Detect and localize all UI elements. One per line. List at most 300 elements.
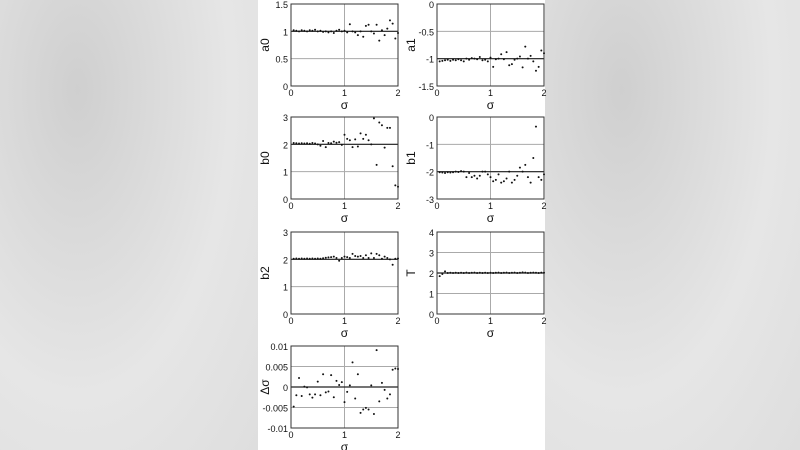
data-point [460, 59, 462, 61]
y-tick-label: 0 [282, 310, 288, 320]
data-point [384, 389, 386, 391]
data-point [386, 257, 388, 259]
data-point [362, 138, 364, 140]
data-point [506, 51, 508, 53]
data-point [495, 58, 497, 60]
data-point [309, 29, 311, 31]
data-point [381, 29, 383, 31]
data-point [449, 171, 451, 173]
data-point [333, 32, 335, 34]
data-point [441, 60, 443, 62]
y-tick-label: -0.005 [262, 403, 288, 414]
data-point [344, 401, 346, 403]
data-point [354, 255, 356, 257]
data-point [394, 37, 396, 39]
panel-b1 [404, 113, 547, 225]
data-point [479, 272, 481, 274]
data-point [397, 258, 399, 260]
data-point [384, 256, 386, 258]
data-point [524, 46, 526, 48]
data-point [498, 58, 500, 60]
data-point [330, 30, 332, 32]
y-tick-label: -0.5 [418, 27, 434, 38]
data-point [511, 182, 513, 184]
data-point [397, 368, 399, 370]
data-point [455, 59, 457, 61]
data-point [376, 24, 378, 26]
y-axis-label: b2 [258, 266, 272, 280]
y-tick-label: -3 [425, 195, 434, 205]
data-point [389, 127, 391, 129]
data-point [392, 23, 394, 25]
data-point [309, 143, 311, 145]
data-point [301, 395, 303, 397]
data-point [524, 164, 526, 166]
data-point [481, 171, 483, 173]
data-point [495, 272, 497, 274]
data-point [447, 272, 449, 274]
data-point [330, 374, 332, 376]
data-point [439, 60, 441, 62]
data-point [530, 55, 532, 57]
y-tick-label: 0 [282, 195, 288, 205]
data-point [540, 179, 542, 181]
data-point [444, 172, 446, 174]
data-point [368, 409, 370, 411]
data-point [386, 28, 388, 30]
y-tick-label: 3 [428, 248, 434, 259]
y-axis-label: Δσ [258, 379, 272, 395]
data-point [360, 255, 362, 257]
data-point [506, 272, 508, 274]
data-point [357, 146, 359, 148]
data-point [368, 24, 370, 26]
panel-a0 [258, 0, 401, 112]
x-tick-label: 1 [341, 430, 348, 440]
data-point [352, 30, 354, 32]
data-point [389, 19, 391, 21]
data-point [479, 56, 481, 58]
data-point [514, 272, 516, 274]
data-point [394, 258, 396, 260]
data-point [468, 172, 470, 174]
data-point [514, 59, 516, 61]
data-point [373, 117, 375, 119]
data-point [354, 397, 356, 399]
data-point [508, 171, 510, 173]
data-point [532, 157, 534, 159]
data-point [463, 272, 465, 274]
x-tick-label: 1 [487, 201, 494, 211]
y-tick-label: 0 [428, 113, 434, 123]
y-axis-label: T [404, 269, 418, 277]
data-point [543, 272, 545, 274]
y-tick-label: 1 [282, 282, 288, 293]
data-point [378, 40, 380, 42]
data-point [524, 272, 526, 274]
y-tick-label: 0 [282, 383, 288, 393]
data-point [344, 30, 346, 32]
data-point [519, 272, 521, 274]
data-point [439, 171, 441, 173]
data-point [543, 173, 545, 175]
data-point [303, 386, 305, 388]
data-point [360, 132, 362, 134]
data-point [306, 386, 308, 388]
data-point [540, 272, 542, 274]
data-point [527, 58, 529, 60]
data-point [373, 413, 375, 415]
data-point [484, 171, 486, 173]
data-point [384, 34, 386, 36]
data-point [455, 171, 457, 173]
data-point [444, 270, 446, 272]
data-point [314, 143, 316, 145]
x-tick-label: 0 [288, 201, 294, 211]
data-point [357, 34, 359, 36]
data-point [298, 143, 300, 145]
x-tick-label: 0 [434, 201, 440, 211]
data-point [384, 147, 386, 149]
data-point [301, 29, 303, 31]
data-point [389, 258, 391, 260]
y-tick-label: 0.01 [270, 342, 288, 352]
data-point [341, 257, 343, 259]
data-point [460, 272, 462, 274]
y-tick-label: 1 [282, 167, 288, 178]
x-axis-label: σ [486, 98, 495, 112]
data-point [293, 142, 295, 144]
data-point [319, 145, 321, 147]
panel-T [404, 228, 547, 340]
data-point [314, 29, 316, 31]
data-point [452, 171, 454, 173]
data-point [303, 30, 305, 32]
data-point [344, 134, 346, 136]
y-tick-label: -1 [425, 140, 434, 151]
data-point [341, 381, 343, 383]
data-point [500, 272, 502, 274]
data-point [476, 58, 478, 60]
data-point [322, 31, 324, 33]
x-axis-label: σ [340, 326, 349, 340]
data-point [516, 175, 518, 177]
data-point [365, 25, 367, 27]
data-point [397, 186, 399, 188]
y-tick-label: 4 [428, 228, 434, 238]
data-point [311, 142, 313, 144]
data-point [535, 70, 537, 72]
data-point [333, 256, 335, 258]
data-point [527, 176, 529, 178]
x-tick-label: 2 [395, 430, 401, 440]
y-tick-label: -1 [425, 54, 434, 65]
data-point [392, 165, 394, 167]
data-point [535, 272, 537, 274]
data-point [519, 55, 521, 57]
x-tick-label: 2 [541, 88, 547, 98]
data-point [392, 369, 394, 371]
data-point [352, 146, 354, 148]
data-point [530, 182, 532, 184]
data-point [476, 272, 478, 274]
data-point [449, 272, 451, 274]
data-point [293, 406, 295, 408]
x-tick-label: 1 [341, 201, 348, 211]
data-point [397, 32, 399, 34]
data-point [301, 258, 303, 260]
data-point [378, 400, 380, 402]
data-point [306, 142, 308, 144]
x-axis-label: σ [486, 211, 495, 225]
data-point [370, 30, 372, 32]
data-point [508, 272, 510, 274]
data-point [346, 391, 348, 393]
y-axis-label: b1 [404, 151, 418, 165]
data-point [325, 30, 327, 32]
data-point [452, 59, 454, 61]
data-point [490, 176, 492, 178]
data-point [471, 176, 473, 178]
data-point [322, 257, 324, 259]
x-tick-label: 0 [288, 316, 294, 326]
y-tick-label: 1 [428, 289, 434, 300]
data-point [311, 397, 313, 399]
data-point [455, 272, 457, 274]
data-point [346, 31, 348, 33]
data-point [322, 140, 324, 142]
data-point [439, 275, 441, 277]
data-point [490, 272, 492, 274]
data-point [333, 141, 335, 143]
data-point [484, 59, 486, 61]
x-axis-label: σ [340, 440, 349, 450]
x-tick-label: 2 [395, 201, 401, 211]
data-point [317, 381, 319, 383]
data-point [295, 394, 297, 396]
x-tick-label: 0 [288, 430, 294, 440]
data-point [327, 391, 329, 393]
data-point [543, 52, 545, 54]
data-point [468, 59, 470, 61]
data-point [303, 258, 305, 260]
data-point [503, 58, 505, 60]
data-point [457, 58, 459, 60]
y-tick-label: 2 [428, 269, 434, 279]
data-point [370, 143, 372, 145]
data-point [465, 58, 467, 60]
data-point [341, 30, 343, 32]
data-point [473, 272, 475, 274]
data-point [317, 258, 319, 260]
data-point [352, 361, 354, 363]
data-point [338, 29, 340, 31]
x-tick-label: 0 [288, 88, 294, 98]
data-point [498, 173, 500, 175]
data-point [460, 170, 462, 172]
panel-a1 [404, 0, 547, 112]
data-point [532, 272, 534, 274]
x-tick-label: 2 [395, 88, 401, 98]
y-tick-label: 1.5 [275, 0, 288, 10]
data-point [295, 258, 297, 260]
data-point [473, 58, 475, 60]
data-point [449, 60, 451, 62]
data-point [511, 272, 513, 274]
data-point [386, 127, 388, 129]
panel-b2 [258, 228, 401, 340]
panel-Δσ [258, 342, 401, 450]
data-point [452, 272, 454, 274]
data-point [490, 57, 492, 59]
data-point [381, 124, 383, 126]
data-point [298, 258, 300, 260]
x-tick-label: 0 [434, 88, 440, 98]
data-point [330, 256, 332, 258]
data-point [503, 272, 505, 274]
data-point [394, 184, 396, 186]
data-point [293, 29, 295, 31]
data-point [357, 373, 359, 375]
data-point [303, 143, 305, 145]
data-point [298, 30, 300, 32]
data-point [335, 257, 337, 259]
data-point [532, 60, 534, 62]
data-point [530, 272, 532, 274]
data-point [535, 126, 537, 128]
data-point [394, 368, 396, 370]
y-tick-label: 0 [428, 0, 434, 10]
data-point [327, 31, 329, 33]
data-point [322, 373, 324, 375]
data-point [335, 142, 337, 144]
data-point [354, 138, 356, 140]
data-point [373, 257, 375, 259]
y-axis-label: b0 [258, 151, 272, 165]
y-tick-label: 2 [282, 255, 288, 266]
data-point [293, 258, 295, 260]
data-point [298, 377, 300, 379]
data-point [487, 272, 489, 274]
data-point [487, 60, 489, 62]
data-point [447, 59, 449, 61]
data-point [338, 260, 340, 262]
data-point [522, 171, 524, 173]
data-point [370, 252, 372, 254]
data-point [376, 164, 378, 166]
data-point [295, 142, 297, 144]
data-point [441, 171, 443, 173]
data-point [365, 407, 367, 409]
data-point [325, 146, 327, 148]
data-point [327, 256, 329, 258]
data-point [441, 273, 443, 275]
y-axis-label: a1 [404, 38, 418, 52]
data-point [365, 134, 367, 136]
data-point [306, 258, 308, 260]
data-point [498, 272, 500, 274]
data-point [349, 139, 351, 141]
data-point [373, 33, 375, 35]
data-point [476, 178, 478, 180]
data-point [389, 393, 391, 395]
data-point [362, 257, 364, 259]
y-tick-label: 0 [428, 310, 434, 320]
x-tick-label: 1 [487, 88, 494, 98]
data-point [354, 31, 356, 33]
y-tick-label: -2 [425, 167, 434, 178]
data-point [522, 66, 524, 68]
data-point [457, 171, 459, 173]
data-point [311, 258, 313, 260]
data-point [295, 30, 297, 32]
data-point [381, 382, 383, 384]
data-point [522, 271, 524, 273]
data-point [344, 256, 346, 258]
data-point [335, 380, 337, 382]
x-axis-label: σ [486, 326, 495, 340]
data-point [471, 57, 473, 59]
y-tick-label: -1.5 [418, 82, 434, 92]
data-point [362, 409, 364, 411]
data-point [519, 167, 521, 169]
data-point [376, 253, 378, 255]
data-point [381, 258, 383, 260]
data-point [325, 257, 327, 259]
data-point [319, 394, 321, 396]
y-tick-label: 0.5 [275, 54, 288, 65]
data-point [500, 53, 502, 55]
y-tick-label: 0 [282, 82, 288, 92]
data-point [479, 175, 481, 177]
data-point [360, 412, 362, 414]
data-point [481, 59, 483, 61]
y-tick-label: -0.01 [267, 424, 288, 434]
data-point [346, 256, 348, 258]
data-point [306, 30, 308, 32]
data-point [444, 59, 446, 61]
data-point [333, 396, 335, 398]
data-point [495, 179, 497, 181]
data-point [335, 30, 337, 32]
data-point [516, 58, 518, 60]
data-point [376, 349, 378, 351]
data-point [368, 257, 370, 259]
data-point [346, 138, 348, 140]
x-axis-label: σ [340, 98, 349, 112]
data-point [463, 171, 465, 173]
x-tick-label: 1 [341, 316, 348, 326]
data-point [506, 178, 508, 180]
data-point [392, 264, 394, 266]
data-point [473, 175, 475, 177]
data-point [540, 49, 542, 51]
y-axis-label: a0 [258, 38, 272, 52]
y-tick-label: 2 [282, 140, 288, 151]
data-point [481, 272, 483, 274]
data-point [465, 176, 467, 178]
data-point [492, 272, 494, 274]
data-point [357, 256, 359, 258]
data-point [468, 272, 470, 274]
data-point [447, 171, 449, 173]
data-point [317, 30, 319, 32]
x-tick-label: 1 [487, 316, 494, 326]
x-tick-label: 2 [541, 316, 547, 326]
data-point [514, 179, 516, 181]
x-tick-label: 0 [434, 316, 440, 326]
x-axis-label: σ [340, 211, 349, 225]
